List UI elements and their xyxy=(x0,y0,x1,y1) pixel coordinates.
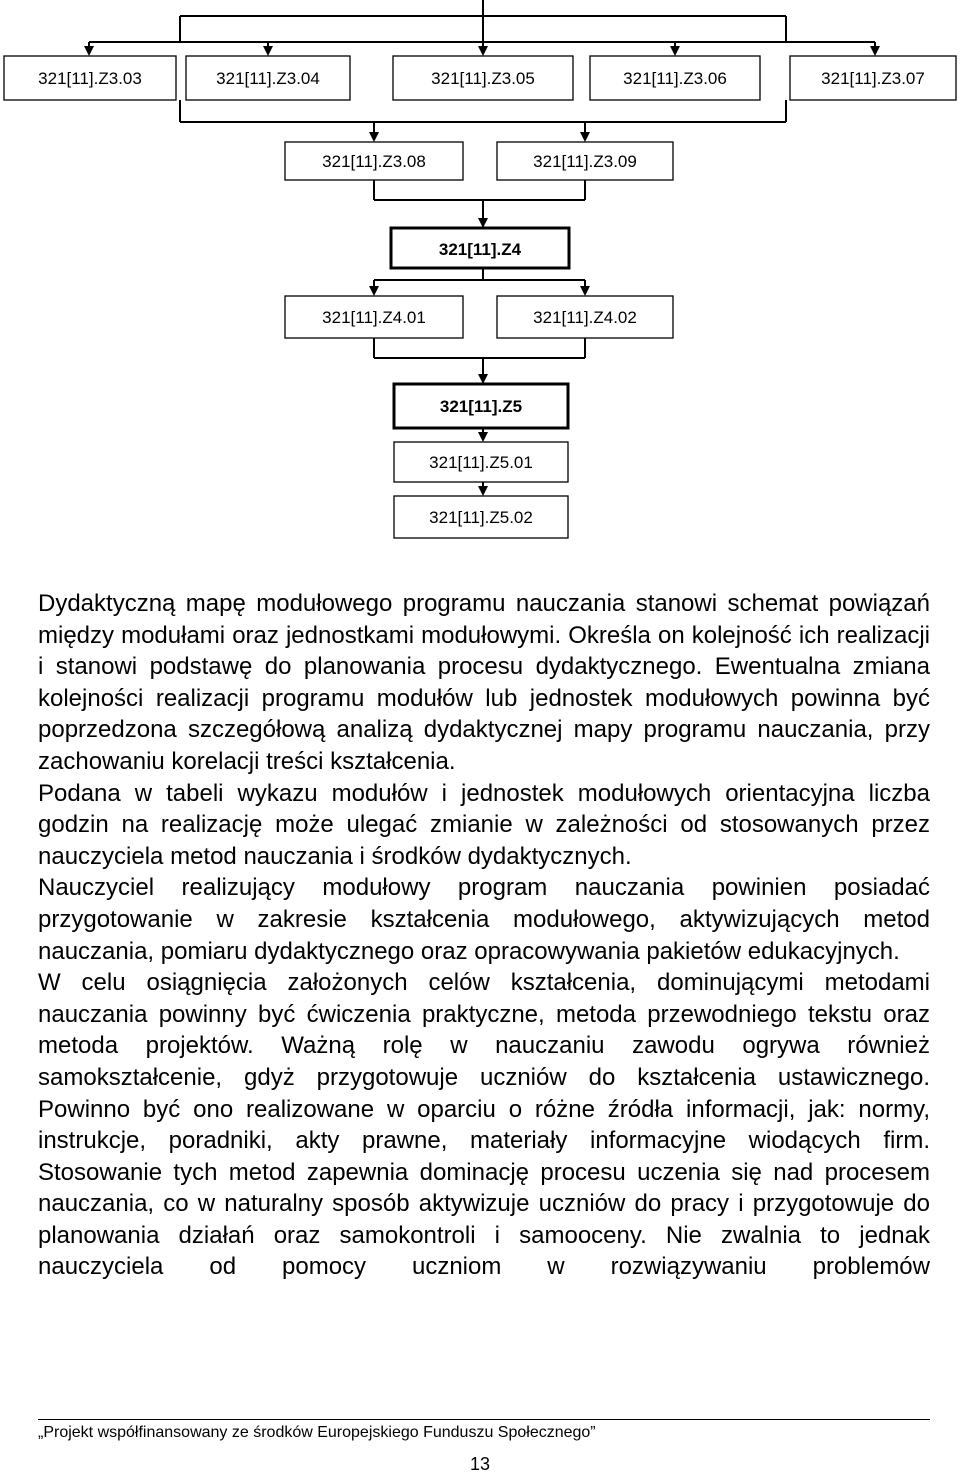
module-label: 321[11].Z3.09 xyxy=(533,152,637,171)
module-box-z5-01 xyxy=(394,442,568,482)
module-label: 321[11].Z3.05 xyxy=(431,69,535,88)
module-map-diagram xyxy=(0,0,960,545)
module-box-z5-02 xyxy=(394,496,568,538)
module-label: 321[11].Z4 xyxy=(438,240,522,259)
module-label: 321[11].Z3.07 xyxy=(821,69,925,88)
module-label: 321[11].Z3.06 xyxy=(623,69,727,88)
module-box-z3-07 xyxy=(790,56,956,100)
module-box-z4 xyxy=(391,228,569,268)
module-label: 321[11].Z3.04 xyxy=(216,69,320,88)
footer-note: „Projekt współfinansowany ze środków Europejskiego Funduszu Społecznego” xyxy=(38,1424,596,1441)
module-label: 321[11].Z4.01 xyxy=(322,308,426,327)
paragraph-teacher: Nauczyciel realizujący modułowy program nauczania powinien posiadać przygotowanie w zakresie kształcenia modułowego, aktywizujących metod nauczania, pomiaru dydaktycznego oraz opracowywania pakietów edukacyjnych. xyxy=(38,874,930,965)
module-label: 321[11].Z5 xyxy=(439,397,523,416)
module-box-z3-03 xyxy=(4,56,176,100)
module-box-z3-08 xyxy=(285,142,463,180)
module-box-z5 xyxy=(394,384,568,428)
module-label: 321[11].Z5.01 xyxy=(429,453,533,472)
module-box-z3-09 xyxy=(497,142,673,180)
module-label: 321[11].Z4.02 xyxy=(533,308,637,327)
module-box-z3-05 xyxy=(393,56,573,100)
body-text xyxy=(38,588,930,1283)
paragraph-module-map: Dydaktyczną mapę modułowego programu nauczania stanowi schemat powiązań między modułami oraz jednostkami modułowymi. Określa on kolejność ich realizacji i stanowi podstawę do planowania procesu dydaktycznego. Ewentualna zmiana kolejności realizacji programu modułów lub jednostek modułowych powinna być poprzedzona szczegółową analizą dydaktycznej mapy programu nauczania, przy zachowaniu korelacji treści kształcenia. xyxy=(38,590,930,775)
footer-divider xyxy=(38,1419,930,1420)
paragraph-hours: Podana w tabeli wykazu modułów i jednostek modułowych orientacyjna liczba godzin na realizację może ulegać zmianie w zależności od stosowanych przez nauczyciela metod nauczania i środków dydaktycznych. xyxy=(38,779,930,870)
module-box-z3-04 xyxy=(186,56,350,100)
module-box-z3-06 xyxy=(590,56,760,100)
page-number: 13 xyxy=(469,1454,491,1474)
module-label: 321[11].Z3.08 xyxy=(322,152,426,171)
paragraph-methods: W celu osiągnięcia założonych celów kształcenia, dominującymi metodami nauczania powinny być ćwiczenia praktyczne, metoda przewodniego tekstu oraz metoda projektów. Ważną rolę w nauczaniu zawodu ogrywa również samokształcenie, gdyż przygotowuje uczniów do kształcenia ustawicznego. Powinno być ono realizowane w oparciu o różne źródła informacji, jak: normy, instrukcje, poradniki, akty prawne, materiały informacyjne wiodących firm. Stosowanie tych metod zapewnia dominację procesu uczenia się nad procesem nauczania, co w naturalny sposób aktywizuje uczniów do pracy i przygotowuje do planowania działań oraz samokontroli i samooceny. Nie zwalnia to jednak nauczyciela od pomocy uczniom w rozwiązywaniu problemów xyxy=(38,969,930,1281)
module-box-z4-01 xyxy=(285,296,463,338)
module-box-z4-02 xyxy=(497,296,673,338)
module-label: 321[11].Z3.03 xyxy=(38,69,142,88)
module-label: 321[11].Z5.02 xyxy=(429,508,533,527)
